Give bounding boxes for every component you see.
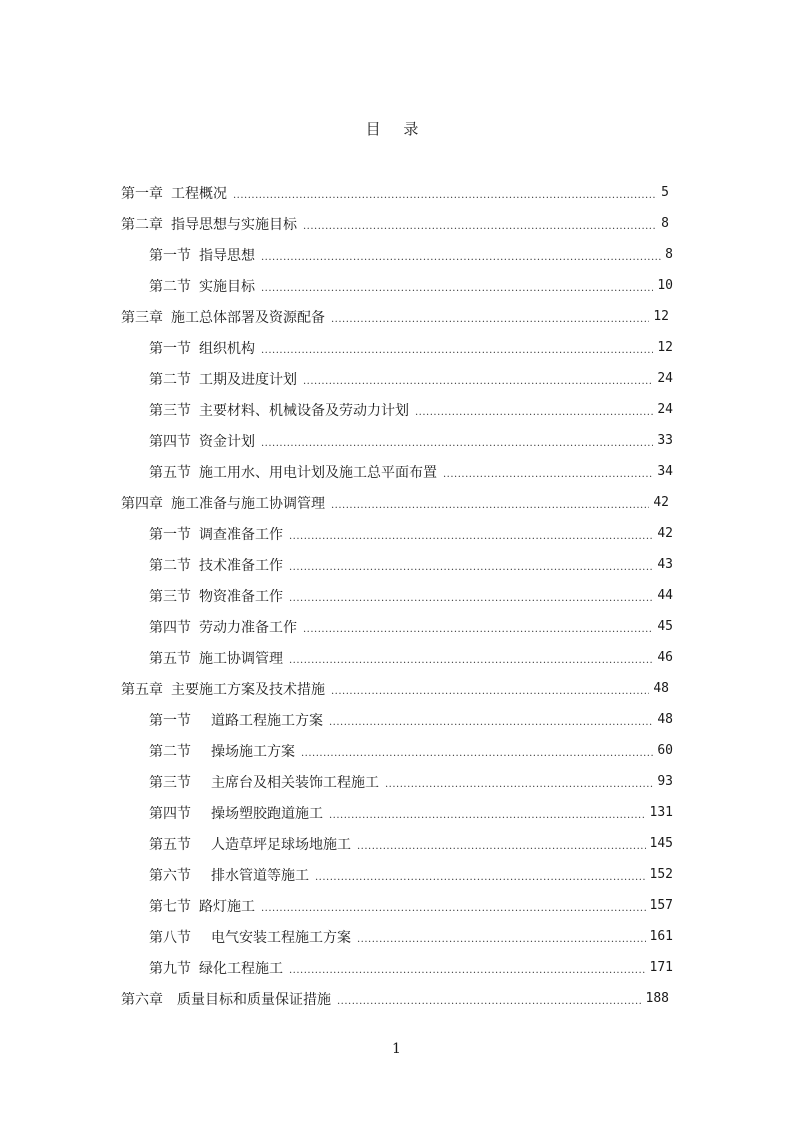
toc-entry-page: 145 — [649, 836, 673, 851]
toc-entry-label: 第五章 — [121, 681, 163, 698]
toc-entry-page: 12 — [657, 340, 673, 355]
toc-entry-title: 劳动力准备工作 — [199, 619, 297, 636]
toc-entry-label: 第一节 — [149, 247, 191, 264]
toc-section-entry[interactable] — [149, 828, 673, 859]
toc-entry-page: 44 — [657, 588, 673, 603]
toc-entry-label: 第二节 — [149, 371, 191, 388]
toc-title: 目 录 — [365, 120, 428, 138]
toc-dot-leader — [301, 745, 653, 759]
toc-dot-leader — [303, 373, 653, 387]
toc-entry-title: 调查准备工作 — [199, 526, 283, 543]
toc-entry-title: 施工总体部署及资源配备 — [171, 309, 325, 326]
toc-entry-page: 171 — [649, 960, 673, 975]
toc-entry-title: 排水管道等施工 — [211, 867, 309, 884]
toc-entry-label: 第三节 — [149, 774, 191, 791]
toc-entry-label: 第一节 — [149, 340, 191, 357]
toc-entry-title: 主要材料、机械设备及劳动力计划 — [199, 402, 409, 419]
toc-section-entry[interactable] — [149, 859, 673, 890]
toc-dot-leader — [357, 931, 646, 945]
toc-entry-title: 操场施工方案 — [211, 743, 295, 760]
toc-section-entry[interactable] — [149, 642, 673, 673]
toc-section-entry[interactable] — [149, 239, 673, 270]
toc-entry-page: 43 — [657, 557, 673, 572]
toc-chapter-entry[interactable] — [121, 983, 669, 1014]
toc-entry-page: 24 — [657, 402, 673, 417]
toc-section-entry[interactable] — [149, 704, 673, 735]
toc-dot-leader — [385, 776, 653, 790]
toc-entry-label: 第三节 — [149, 402, 191, 419]
toc-entry-page: 8 — [665, 247, 673, 262]
toc-section-entry[interactable] — [149, 735, 673, 766]
toc-entry-page: 33 — [657, 433, 673, 448]
toc-section-entry[interactable] — [149, 952, 673, 983]
toc-entry-label: 第九节 — [149, 960, 191, 977]
toc-dot-leader — [315, 869, 646, 883]
toc-entry-title: 工期及进度计划 — [199, 371, 297, 388]
toc-entry-title: 资金计划 — [199, 433, 255, 450]
toc-entry-title: 操场塑胶跑道施工 — [211, 805, 323, 822]
toc-chapter-entry[interactable] — [121, 177, 669, 208]
toc-dot-leader — [289, 528, 653, 542]
page-number: 1 — [392, 1041, 401, 1057]
toc-entry-title: 组织机构 — [199, 340, 255, 357]
toc-chapter-entry[interactable] — [121, 487, 669, 518]
toc-entry-page: 10 — [657, 278, 673, 293]
toc-entry-title: 主要施工方案及技术措施 — [171, 681, 325, 698]
toc-dot-leader — [261, 342, 653, 356]
toc-chapter-entry[interactable] — [121, 208, 669, 239]
toc-entry-page: 12 — [653, 309, 669, 324]
toc-section-entry[interactable] — [149, 425, 673, 456]
toc-dot-leader — [289, 590, 653, 604]
toc-entry-label: 第一章 — [121, 185, 163, 202]
toc-dot-leader — [331, 683, 649, 697]
toc-entry-label: 第五节 — [149, 464, 191, 481]
toc-entry-title: 施工用水、用电计划及施工总平面布置 — [199, 464, 437, 481]
toc-entry-page: 131 — [649, 805, 673, 820]
toc-entry-label: 第六章 — [121, 991, 163, 1008]
toc-entry-label: 第二节 — [149, 557, 191, 574]
toc-entry-page: 188 — [645, 991, 669, 1006]
toc-section-entry[interactable] — [149, 518, 673, 549]
toc-entry-label: 第四节 — [149, 619, 191, 636]
toc-dot-leader — [261, 900, 646, 914]
toc-entry-title: 电气安装工程施工方案 — [211, 929, 351, 946]
toc-dot-leader — [329, 714, 653, 728]
toc-chapter-entry[interactable] — [121, 301, 669, 332]
toc-entry-page: 60 — [657, 743, 673, 758]
toc-entry-title: 路灯施工 — [199, 898, 255, 915]
toc-entry-page: 45 — [657, 619, 673, 634]
toc-entry-title: 技术准备工作 — [199, 557, 283, 574]
toc-entry-label: 第八节 — [149, 929, 191, 946]
toc-section-entry[interactable] — [149, 611, 673, 642]
toc-entry-label: 第七节 — [149, 898, 191, 915]
toc-entry-label: 第三节 — [149, 588, 191, 605]
toc-entry-label: 第四节 — [149, 805, 191, 822]
toc-entry-label: 第三章 — [121, 309, 163, 326]
toc-entry-title: 指导思想与实施目标 — [171, 216, 297, 233]
toc-entry-label: 第五节 — [149, 650, 191, 667]
toc-dot-leader — [357, 838, 646, 852]
toc-entry-page: 157 — [649, 898, 673, 913]
toc-section-entry[interactable] — [149, 797, 673, 828]
toc-entry-label: 第四节 — [149, 433, 191, 450]
toc-entry-page: 161 — [649, 929, 673, 944]
toc-entry-title: 人造草坪足球场地施工 — [211, 836, 351, 853]
toc-entry-title: 施工协调管理 — [199, 650, 283, 667]
toc-entry-title: 道路工程施工方案 — [211, 712, 323, 729]
toc-entry-label: 第四章 — [121, 495, 163, 512]
toc-dot-leader — [415, 404, 653, 418]
toc-entry-title: 施工准备与施工协调管理 — [171, 495, 325, 512]
toc-entry-page: 152 — [649, 867, 673, 882]
toc-section-entry[interactable] — [149, 456, 673, 487]
toc-section-entry[interactable] — [149, 890, 673, 921]
toc-entry-label: 第二节 — [149, 278, 191, 295]
toc-dot-leader — [443, 466, 653, 480]
toc-dot-leader — [303, 621, 653, 635]
toc-entry-title: 工程概况 — [171, 185, 227, 202]
toc-entry-page: 48 — [653, 681, 669, 696]
toc-section-entry[interactable] — [149, 332, 673, 363]
toc-entry-title: 实施目标 — [199, 278, 255, 295]
toc-entry-page: 34 — [657, 464, 673, 479]
toc-dot-leader — [261, 435, 653, 449]
toc-dot-leader — [331, 311, 649, 325]
toc-dot-leader — [289, 962, 646, 976]
toc-entry-page: 48 — [657, 712, 673, 727]
toc-chapter-entry[interactable] — [121, 673, 669, 704]
toc-dot-leader — [329, 807, 646, 821]
toc-entry-page: 42 — [653, 495, 669, 510]
toc-dot-leader — [337, 993, 642, 1007]
toc-dot-leader — [303, 218, 657, 232]
toc-entry-page: 93 — [657, 774, 673, 789]
toc-section-entry[interactable] — [149, 766, 673, 797]
toc-entry-title: 指导思想 — [199, 247, 255, 264]
toc-entry-title: 物资准备工作 — [199, 588, 283, 605]
toc-entry-label: 第六节 — [149, 867, 191, 884]
toc-section-entry[interactable] — [149, 921, 673, 952]
toc-entry-label: 第二节 — [149, 743, 191, 760]
toc-dot-leader — [261, 280, 653, 294]
toc-entry-page: 5 — [661, 185, 669, 200]
toc-section-entry[interactable] — [149, 580, 673, 611]
toc-entry-page: 46 — [657, 650, 673, 665]
toc-entry-label: 第二章 — [121, 216, 163, 233]
toc-dot-leader — [289, 559, 653, 573]
toc-entry-label: 第一节 — [149, 712, 191, 729]
toc-entry-page: 8 — [661, 216, 669, 231]
toc-entry-label: 第五节 — [149, 836, 191, 853]
toc-entry-label: 第一节 — [149, 526, 191, 543]
toc-section-entry[interactable] — [149, 270, 673, 301]
toc-dot-leader — [289, 652, 653, 666]
toc-entry-title: 主席台及相关装饰工程施工 — [211, 774, 379, 791]
toc-section-entry[interactable] — [149, 549, 673, 580]
toc-entry-page: 24 — [657, 371, 673, 386]
toc-section-entry[interactable] — [149, 363, 673, 394]
toc-entry-title: 绿化工程施工 — [199, 960, 283, 977]
toc-dot-leader — [261, 249, 661, 263]
toc-entry-title: 质量目标和质量保证措施 — [177, 991, 331, 1008]
toc-entry-page: 42 — [657, 526, 673, 541]
toc-section-entry[interactable] — [149, 394, 673, 425]
toc-dot-leader — [233, 187, 657, 201]
toc-dot-leader — [331, 497, 649, 511]
